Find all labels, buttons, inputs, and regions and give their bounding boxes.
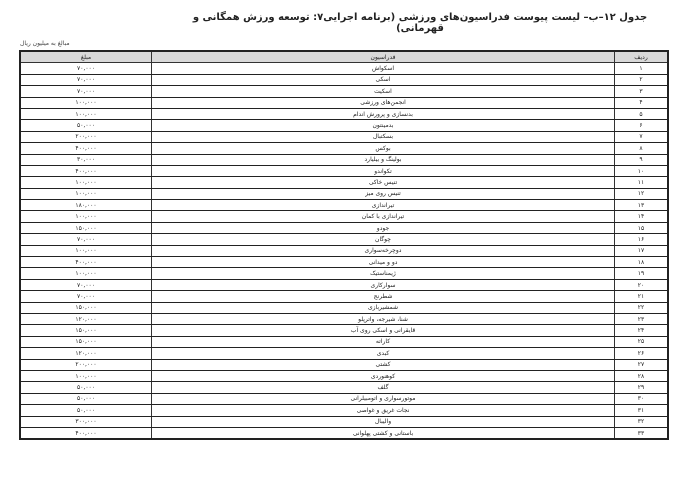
row-number-cell: ۴ (615, 97, 669, 108)
federation-cell: کبدی (152, 348, 615, 359)
row-number-cell: ۸ (615, 143, 669, 154)
table-row (20, 143, 668, 154)
federations-table (19, 50, 669, 440)
federation-cell: شمشیربازی (152, 302, 615, 313)
row-number-cell: ۲۶ (615, 348, 669, 359)
amount-cell: ۱۵۰,۰۰۰ (20, 222, 152, 233)
federation-cell: قایقرانی و اسکی روی آب (152, 325, 615, 336)
table-row (20, 86, 668, 97)
row-number-cell: ۱۷ (615, 245, 669, 256)
table-row (20, 108, 668, 119)
row-number-cell: ۲۷ (615, 359, 669, 370)
table-row (20, 234, 668, 245)
table-row (20, 131, 668, 142)
row-number-cell: ۲۹ (615, 382, 669, 393)
federation-cell: نجات غریق و غواصی (152, 405, 615, 416)
table-row (20, 348, 668, 359)
table-row (20, 74, 668, 85)
table-row (20, 416, 668, 427)
amount-cell: ۲۰۰,۰۰۰ (20, 131, 152, 142)
row-number-cell: ۳۰ (615, 393, 669, 404)
federation-cell: دوچرخه‌سواری (152, 245, 615, 256)
federation-cell: بدنسازی و پرورش اندام (152, 108, 615, 119)
table-row (20, 313, 668, 324)
federation-cell: اسکیت (152, 86, 615, 97)
table-row (20, 268, 668, 279)
federation-cell: چوگان (152, 234, 615, 245)
header-row-number: ردیف (615, 51, 669, 63)
table-row (20, 188, 668, 199)
amount-cell: ۱۲۰,۰۰۰ (20, 348, 152, 359)
row-number-cell: ۶ (615, 120, 669, 131)
row-number-cell: ۱۵ (615, 222, 669, 233)
row-number-cell: ۹ (615, 154, 669, 165)
row-number-cell: ۲۸ (615, 370, 669, 381)
federation-cell: کشتی (152, 359, 615, 370)
federation-cell: موتورسواری و اتومبیلرانی (152, 393, 615, 404)
row-number-cell: ۳۲ (615, 416, 669, 427)
amount-cell: ۷۰,۰۰۰ (20, 63, 152, 74)
row-number-cell: ۱ (615, 63, 669, 74)
federation-cell: بدمینتون (152, 120, 615, 131)
federation-cell: باستانی و کشتی پهلوانی (152, 427, 615, 439)
table-row (20, 245, 668, 256)
table-row (20, 302, 668, 313)
federation-cell: بسکتبال (152, 131, 615, 142)
amount-cell: ۱۰۰,۰۰۰ (20, 268, 152, 279)
table-row (20, 177, 668, 188)
row-number-cell: ۵ (615, 108, 669, 119)
table-row (20, 200, 668, 211)
amount-cell: ۱۰۰,۰۰۰ (20, 211, 152, 222)
amount-cell: ۱۰۰,۰۰۰ (20, 370, 152, 381)
amount-cell: ۲۰۰,۰۰۰ (20, 359, 152, 370)
amount-cell: ۱۰۰,۰۰۰ (20, 108, 152, 119)
row-number-cell: ۱۹ (615, 268, 669, 279)
federation-cell: اسکی (152, 74, 615, 85)
row-number-cell: ۱۳ (615, 200, 669, 211)
federation-cell: دو و میدانی (152, 257, 615, 268)
row-number-cell: ۷ (615, 131, 669, 142)
table-row (20, 165, 668, 176)
amount-cell: ۷۰,۰۰۰ (20, 234, 152, 245)
row-number-cell: ۳۳ (615, 427, 669, 439)
federation-cell: کاراته (152, 336, 615, 347)
amount-cell: ۱۰۰,۰۰۰ (20, 245, 152, 256)
table-row (20, 279, 668, 290)
header-amount: مبلغ (20, 51, 152, 63)
federation-cell: جودو (152, 222, 615, 233)
table-row (20, 393, 668, 404)
table-row (20, 427, 668, 439)
table-row (20, 336, 668, 347)
amount-cell: ۴۰۰,۰۰۰ (20, 143, 152, 154)
federation-cell: ژیمناستیک (152, 268, 615, 279)
table-row (20, 63, 668, 74)
table-row (20, 97, 668, 108)
table-row (20, 222, 668, 233)
table-row (20, 291, 668, 302)
unit-note: مبالغ به میلیون ریال (20, 40, 70, 47)
amount-cell: ۴۰۰,۰۰۰ (20, 165, 152, 176)
amount-cell: ۳۰۰,۰۰۰ (20, 416, 152, 427)
table-row (20, 211, 668, 222)
amount-cell: ۳۰,۰۰۰ (20, 154, 152, 165)
row-number-cell: ۲۵ (615, 336, 669, 347)
amount-cell: ۵۰,۰۰۰ (20, 382, 152, 393)
table-row (20, 257, 668, 268)
row-number-cell: ۳ (615, 86, 669, 97)
row-number-cell: ۱۱ (615, 177, 669, 188)
row-number-cell: ۱۴ (615, 211, 669, 222)
row-number-cell: ۲۱ (615, 291, 669, 302)
federation-cell: سوارکاری (152, 279, 615, 290)
amount-cell: ۷۰,۰۰۰ (20, 74, 152, 85)
amount-cell: ۱۸۰,۰۰۰ (20, 200, 152, 211)
federation-cell: تنیس روی میز (152, 188, 615, 199)
federation-cell: بولینگ و بیلیارد (152, 154, 615, 165)
table-row (20, 359, 668, 370)
row-number-cell: ۲۴ (615, 325, 669, 336)
amount-cell: ۴۰۰,۰۰۰ (20, 427, 152, 439)
amount-cell: ۷۰,۰۰۰ (20, 279, 152, 290)
amount-cell: ۱۵۰,۰۰۰ (20, 302, 152, 313)
amount-cell: ۱۲۰,۰۰۰ (20, 313, 152, 324)
amount-cell: ۱۰۰,۰۰۰ (20, 97, 152, 108)
federation-cell: کوهنوردی (152, 370, 615, 381)
row-number-cell: ۱۲ (615, 188, 669, 199)
amount-cell: ۷۰,۰۰۰ (20, 86, 152, 97)
federation-cell: تیراندازی با کمان (152, 211, 615, 222)
amount-cell: ۱۵۰,۰۰۰ (20, 336, 152, 347)
table-row (20, 325, 668, 336)
row-number-cell: ۱۰ (615, 165, 669, 176)
amount-cell: ۵۰,۰۰۰ (20, 120, 152, 131)
federation-cell: گلف (152, 382, 615, 393)
federation-cell: تکواندو (152, 165, 615, 176)
table-title: جدول ۱۲–ب– لیست پیوست فدراسیون‌های ورزشی (برنامه اجرایی۷: توسعه ورزش همگانی و قهرمانی) (192, 12, 648, 34)
row-number-cell: ۲ (615, 74, 669, 85)
table-row (20, 370, 668, 381)
table-row (20, 405, 668, 416)
amount-cell: ۴۰۰,۰۰۰ (20, 257, 152, 268)
amount-cell: ۵۰,۰۰۰ (20, 393, 152, 404)
row-number-cell: ۱۶ (615, 234, 669, 245)
federation-cell: بوکس (152, 143, 615, 154)
row-number-cell: ۲۳ (615, 313, 669, 324)
row-number-cell: ۲۲ (615, 302, 669, 313)
header-federation: فدراسیون (152, 51, 615, 63)
amount-cell: ۱۰۰,۰۰۰ (20, 177, 152, 188)
federation-cell: والیبال (152, 416, 615, 427)
amount-cell: ۱۰۰,۰۰۰ (20, 188, 152, 199)
table-row (20, 382, 668, 393)
amount-cell: ۱۵۰,۰۰۰ (20, 325, 152, 336)
federation-cell: شنا، شیرجه، واترپلو (152, 313, 615, 324)
table-row (20, 120, 668, 131)
federation-cell: انجمن‌های ورزشی (152, 97, 615, 108)
row-number-cell: ۳۱ (615, 405, 669, 416)
federation-cell: تیراندازی (152, 200, 615, 211)
row-number-cell: ۱۸ (615, 257, 669, 268)
federation-cell: شطرنج (152, 291, 615, 302)
federation-cell: اسکواش (152, 63, 615, 74)
row-number-cell: ۲۰ (615, 279, 669, 290)
table-row (20, 154, 668, 165)
federation-cell: تنیس خاکی (152, 177, 615, 188)
amount-cell: ۵۰,۰۰۰ (20, 405, 152, 416)
header-row (20, 51, 668, 63)
amount-cell: ۷۰,۰۰۰ (20, 291, 152, 302)
